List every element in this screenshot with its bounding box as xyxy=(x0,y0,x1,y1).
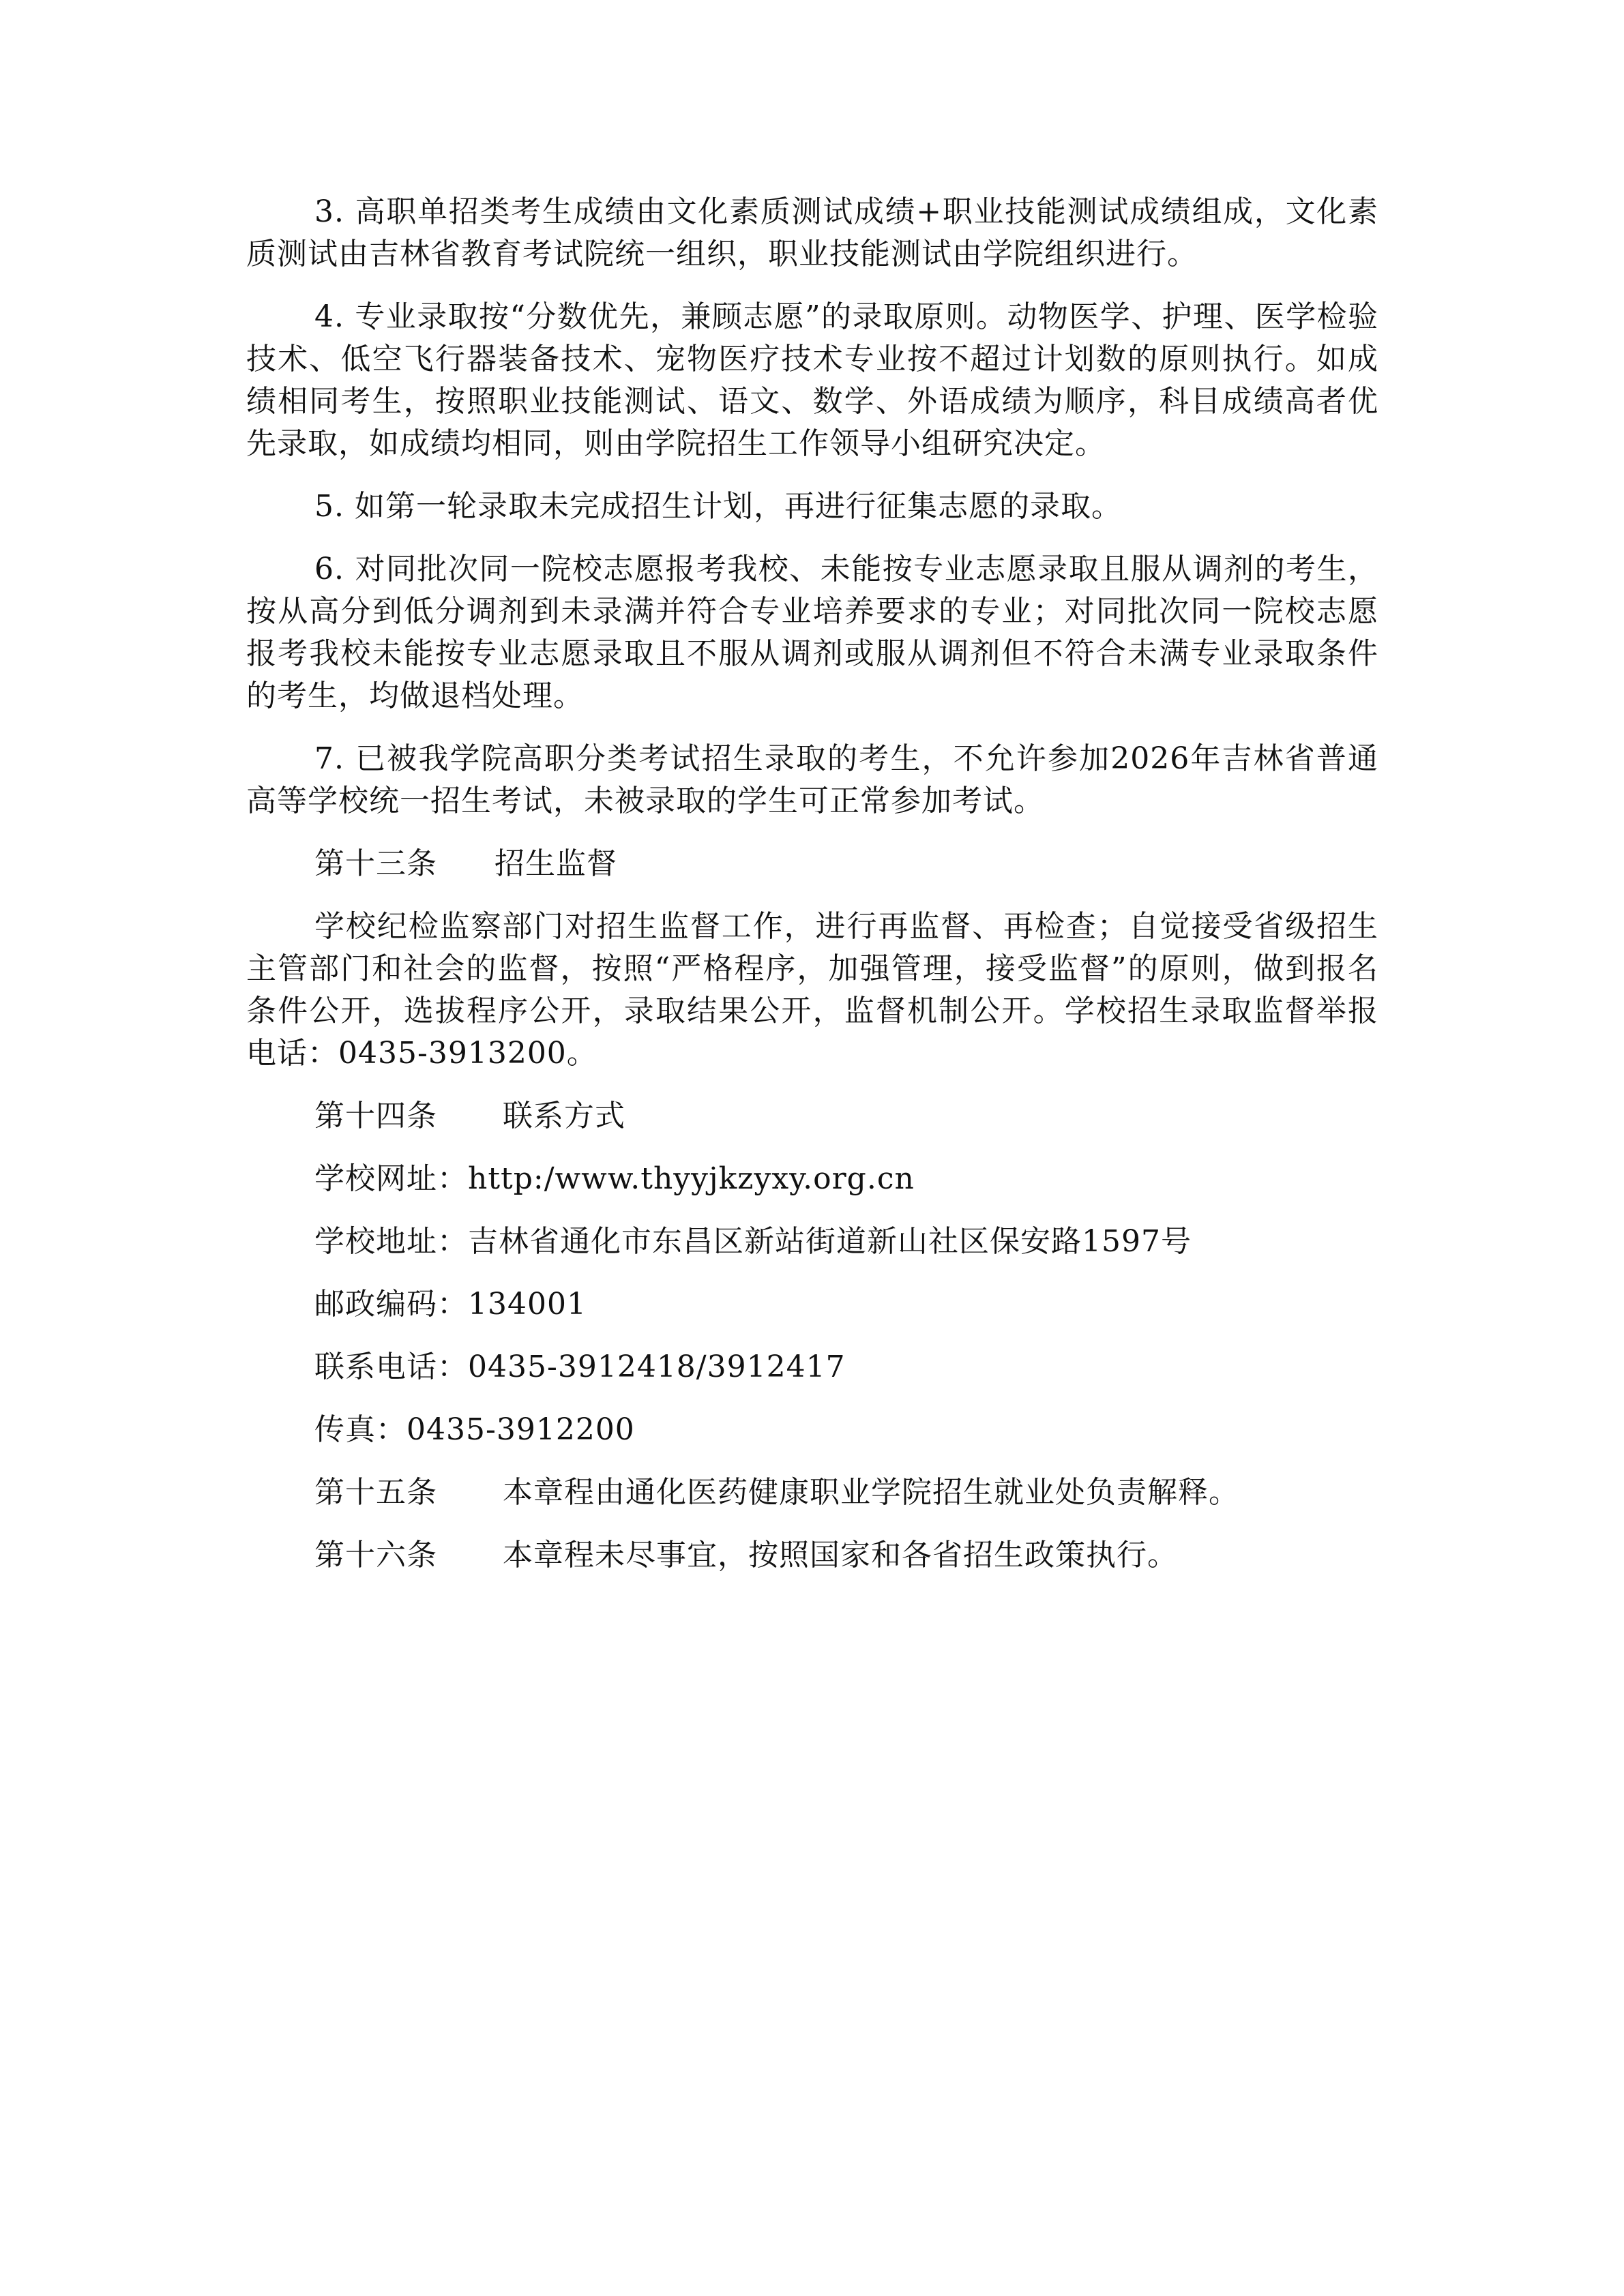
school-website: 学校网址：http:/www.thyyjkzyxy.org.cn xyxy=(314,1161,915,1196)
contact-phone: 联系电话：0435-3912418/3912417 xyxy=(314,1350,846,1384)
postal-code: 邮政编码：134001 xyxy=(314,1287,587,1322)
article-15 xyxy=(246,1472,1378,1514)
article-14-number: 第十四条 xyxy=(314,1099,437,1133)
article-13-title: 招生监督 xyxy=(494,846,617,881)
document-body xyxy=(246,191,1378,1597)
school-address: 学校地址：吉林省通化市东昌区新站街道新山社区保安路1597号 xyxy=(314,1224,1192,1259)
paragraph-item-3: 3. 高职单招类考生成绩由文化素质测试成绩+职业技能测试成绩组成，文化素质测试由吉林省教育考试院统一组织，职业技能测试由学院组织进行。 xyxy=(246,194,1378,271)
article-14-title: 联系方式 xyxy=(503,1099,625,1133)
fax-number: 传真：0435-3912200 xyxy=(314,1412,635,1447)
article-14-heading xyxy=(246,1095,1378,1137)
article-13-heading xyxy=(246,843,1378,885)
article-15-text: 本章程由通化医药健康职业学院招生就业处负责解释。 xyxy=(503,1475,1239,1510)
paragraph-item-7: 7. 已被我学院高职分类考试招生录取的考生，不允许参加2026年吉林省普通高等学校统一招生考试，未被录取的学生可正常参加考试。 xyxy=(246,741,1378,818)
paragraph-item-5: 5. 如第一轮录取未完成招生计划，再进行征集志愿的录取。 xyxy=(314,489,1122,524)
paragraph-item-6: 6. 对同批次同一院校志愿报考我校、未能按专业志愿录取且服从调剂的考生，按从高分到低分调剂到未录满并符合专业培养要求的专业；对同批次同一院校志愿报考我校未能按专业志愿录取且不服从调剂或服从调剂但不符合未满专业录取条件的考生，均做退档处理。 xyxy=(246,552,1378,713)
article-13-body: 学校纪检监察部门对招生监督工作，进行再监督、再检查；自觉接受省级招生主管部门和社会的监督，按照“严格程序，加强管理，接受监督”的原则，做到报名条件公开，选拔程序公开，录取结果公开，监督机制公开。学校招生录取监督举报电话：0435-3913200。 xyxy=(246,909,1378,1071)
article-16-text: 本章程未尽事宜，按照国家和各省招生政策执行。 xyxy=(503,1538,1178,1572)
article-15-number: 第十五条 xyxy=(314,1475,437,1510)
article-16-number: 第十六条 xyxy=(314,1538,437,1572)
article-16 xyxy=(246,1534,1378,1577)
paragraph-item-4: 4. 专业录取按“分数优先，兼顾志愿”的录取原则。动物医学、护理、医学检验技术、低空飞行器装备技术、宠物医疗技术专业按不超过计划数的原则执行。如成绩相同考生，按照职业技能测试、语文、数学、外语成绩为顺序，科目成绩高者优先录取，如成绩均相同，则由学院招生工作领导小组研究决定。 xyxy=(246,299,1378,461)
article-13-number: 第十三条 xyxy=(314,846,437,881)
